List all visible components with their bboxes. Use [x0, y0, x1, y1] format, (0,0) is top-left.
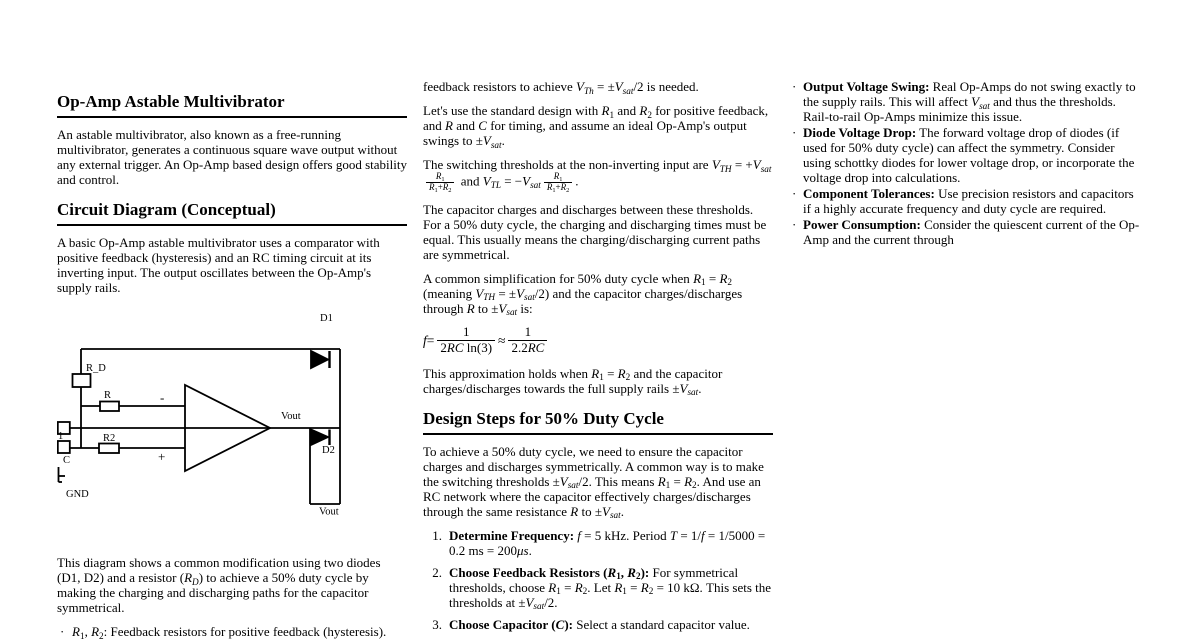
label-gnd: GND: [66, 489, 89, 500]
heading-design-steps: Design Steps for 50% Duty Cycle: [423, 409, 773, 435]
step-number: 3.: [432, 616, 442, 632]
label-d2: D2: [322, 445, 335, 456]
label-r2: R2: [103, 433, 116, 444]
intro-paragraph: An astable multivibrator, also known as a free-running multivibrator, generates a continuous square wave output without any external trigger. An Op-Amp based design offers good stability and control.: [57, 127, 407, 187]
practical-considerations-list: [790, 79, 1140, 247]
switching-thresholds-paragraph: The switching thresholds at the non-inverting input are VTH = +Vsat $\frac{R1}{R1+R2}$ and VTL = −Vsat $\frac{R1}{R1+R2}$ .: [423, 157, 772, 194]
label-vout-bottom: Vout: [319, 506, 339, 518]
circuit-description-paragraph: A basic Op-Amp astable multivibrator uses a comparator with positive feedback (hysteresis) and an RC timing circuit at its inverting input. The output oscillates between the Op-Amp's supply rails.: [57, 235, 380, 295]
resistor-r2-body: [99, 444, 119, 454]
step-text: Choose Capacitor (C): Select a standard capacitor value.: [449, 616, 750, 632]
label-component-1: 1: [58, 431, 64, 442]
common-simplification-paragraph: A common simplification for 50% duty cycle when R1 = R2 (meaning VTH = ±Vsat/2) and the capacitor charges/discharges through R to ±Vsat is:: [423, 270, 743, 318]
diode-d2-symbol: [311, 430, 328, 446]
step-number: 1.: [432, 527, 442, 543]
step-choose-feedback-resistors: [423, 565, 773, 610]
heading-opamp-astable-multivibrator: Op-Amp Astable Multivibrator: [57, 92, 407, 118]
step-text: Determine Frequency: f = 5 kHz. Period T = 1/f = 1/5000 = 0.2 ms = 200μs.: [449, 527, 766, 558]
approximation-paragraph: This approximation holds when R1 = R2 and the capacitor charges/discharges towards the full supply rails ±Vsat.: [423, 365, 723, 398]
column-left: [57, 79, 407, 640]
diagram-explanation-paragraph: This diagram shows a common modification using two diodes (D1, D2) and a resistor (RD) to achieve a 50% duty cycle by making the charging and discharging paths for the capacitor symmetrical.: [57, 555, 381, 615]
design-steps-list: [423, 528, 773, 632]
step-text: Choose Feedback Resistors (R1, R2): For symmetrical thresholds, choose R1 = R2. Let R1 = R2 = 10 kΩ. This sets the thresholds at ±Vsat/2.: [449, 564, 772, 612]
label-r: R: [104, 390, 112, 401]
design-goal-paragraph: To achieve a 50% duty cycle, we need to ensure the capacitor charges and discharges symmetrically. A common way is to make the switching thresholds ±Vsat/2. This means R1 = R2. And use an RC network where the capacitor effectively charges/discharges through the same resistance R to ±Vsat.: [423, 443, 764, 521]
step-determine-frequency: [423, 528, 773, 558]
resistor-r-body: [100, 402, 119, 412]
label-plus: +: [158, 449, 166, 464]
circuit-diagram: [57, 307, 357, 522]
column-right: [790, 79, 1140, 248]
label-vout-output: Vout: [281, 411, 301, 422]
bullet-component-tolerances: · Component Tolerances: Use precision resistors and capacitors if a highly accurate frequency and duty cycle are required.: [790, 186, 1140, 216]
capacitor-charges-paragraph: The capacitor charges and discharges between these thresholds. For a 50% duty cycle, the charging and discharging times must be equal. This usually means the charging/discharging current paths are symmetrical.: [423, 201, 767, 262]
capacitor-c-body: [58, 441, 70, 453]
label-minus: -: [160, 390, 165, 405]
diode-d1-symbol: [311, 351, 328, 368]
label-d1: D1: [320, 313, 333, 324]
bullet-power-consumption: · Power Consumption: Consider the quiescent current of the Op-Amp and the current through: [790, 217, 1140, 247]
standard-design-paragraph: Let's use the standard design with R1 and R2 for positive feedback, and R and C for timing, and assume an ideal Op-Amp's output swings to ±Vsat.: [423, 103, 769, 150]
frequency-formula: f = $\frac{1}{\text{2RC ln(3)}}$ ≈ $\frac{1}{2.2RC}$: [423, 325, 773, 356]
bullet-output-voltage-swing: · Output Voltage Swing: Real Op-Amps do not swing exactly to the supply rails. This will affect Vsat and thus the thresholds. Rail-to-rail Op-Amps minimize this issue.: [790, 79, 1140, 124]
label-capacitor-c: C: [63, 455, 71, 466]
resistor-rd-body: [73, 374, 91, 387]
bullet-diode-voltage-drop: · Diode Voltage Drop: The forward voltage drop of diodes (if used for 50% duty cycle) can affect the symmetry. Consider using schottky diodes for lower voltage drop, or incorporate the voltage drop into calculations.: [790, 125, 1140, 185]
step-choose-capacitor: [423, 617, 773, 632]
legend-item-r1-r2: · R1, R2: Feedback resistors for positive feedback (hysteresis).: [57, 624, 407, 639]
threshold-needed-paragraph: feedback resistors to achieve VTh = ±Vsat/2 is needed.: [423, 79, 699, 96]
label-rd: R_D: [86, 363, 106, 374]
diagram-legend-list: [57, 624, 407, 639]
step-number: 2.: [432, 564, 442, 580]
heading-circuit-diagram-conceptual: Circuit Diagram (Conceptual): [57, 200, 407, 226]
column-middle: [423, 79, 773, 639]
